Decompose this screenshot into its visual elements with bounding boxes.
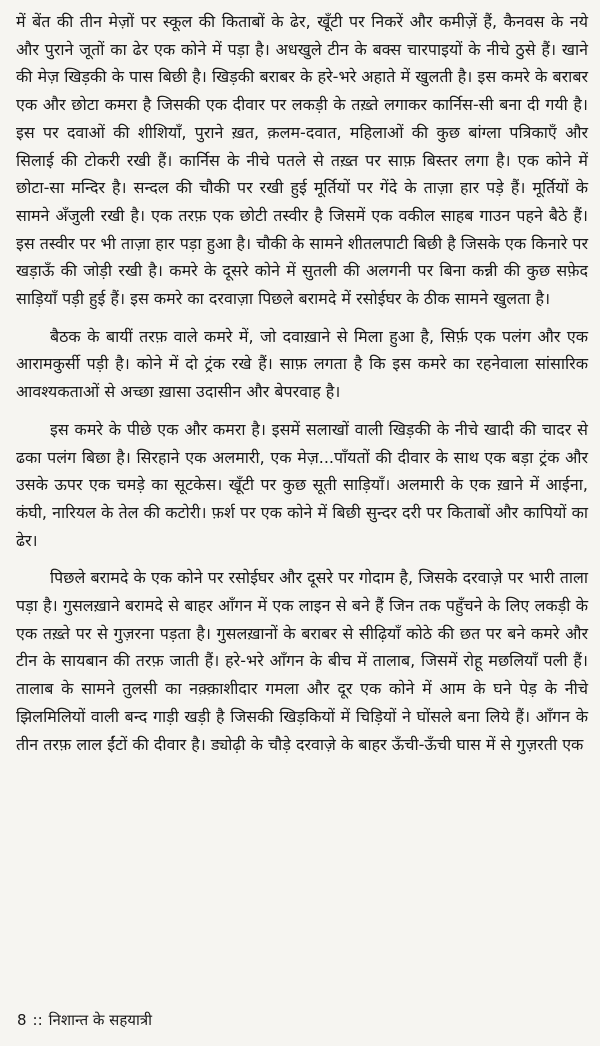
body-text (16, 8, 588, 768)
page-number: 8 (17, 1011, 27, 1029)
footer-separator: :: (32, 1011, 43, 1029)
book-title: निशान्त के सहयात्री (48, 1011, 153, 1029)
paragraph-3: इस कमरे के पीछे एक और कमरा है। इसमें सलाखों वाली खिड़की के नीचे खादी की चादर से ढका पलंग बिछा है। सिरहाने एक अलमारी, एक मेज़...पाँयतों की दीवार के साथ एक बड़ा ट्रंक और उसके ऊपर एक चमड़े का सूटकेस। खूँटी पर कुछ सूती साड़ियाँ। अलमारी के एक ख़ाने में आईना, कंघी, नारियल के तेल की कटोरी। फ़र्श पर एक कोने में बिछी सुन्दर दरी पर किताबों और कापियों का ढेर। (16, 419, 588, 550)
paragraph-2: बैठक के बायीं तरफ़ वाले कमरे में, जो दवाख़ाने से मिला हुआ है, सिर्फ़ एक पलंग और एक आरामकुर्सी पड़ी है। कोने में दो ट्रंक रखे हैं। साफ़ लगता है कि इस कमरे का रहनेवाला सांसारिक आवश्यकताओं से अच्छा ख़ासा उदासीन और बेपरवाह है। (16, 326, 588, 402)
paragraph-1: में बेंत की तीन मेज़ों पर स्कूल की किताबों के ढेर, खूँटी पर निकरें और कमीज़ें हैं, कैनवस के नये और पुराने जूतों का ढेर एक कोने में पड़ा है। अधखुले टीन के बक्स चारपाइयों के नीचे ठुसे हैं। खाने की मेज़ खिड़की के पास बिछी है। खिड़की बराबर के हरे-भरे अहाते में खुलती है। इस कमरे के बराबर एक और छोटा कमरा है जिसकी एक दीवार पर लकड़ी के तख़्ते लगाकर कार्निस-सी बना दी गयी है। इस पर दवाओं की शीशियाँ, पुराने ख़त, क़लम-दवात, महिलाओं की कुछ बांग्ला पत्रिकाएँ और सिलाई की टोकरी रखी हैं। कार्निस के नीचे पतले से तख़्त पर साफ़ बिस्तर लगा है। एक कोने में छोटा-सा मन्दिर है। सन्दल की चौकी पर रखी हुई मूर्तियों पर गेंदे के ताज़ा हार पड़े हैं। मूर्तियों के सामने अँजुली रखी है। एक तरफ़ एक छोटी तस्वीर है जिसमें एक वकील साहब गाउन पहने बैठे हैं। इस तस्वीर पर भी ताज़ा हार पड़ा हुआ है। चौकी के सामने शीतलपाटी बिछी है जिसके एक किनारे पर खड़ाऊँ की जोड़ी रखी है। कमरे के दूसरे कोने में सुतली की अलगनी पर बिना कन्नी की कुछ सफ़ेद साड़ियाँ पड़ी हुई हैं। इस कमरे का दरवाज़ा पिछले बरामदे में रसोईघर के ठीक सामने खुलता है। (16, 12, 588, 309)
page-footer (17, 1010, 152, 1030)
paragraph-4: पिछले बरामदे के एक कोने पर रसोईघर और दूसरे पर गोदाम है, जिसके दरवाज़े पर भारी ताला पड़ा है। गुसलख़ाने बरामदे से बाहर आँगन में एक लाइन से बने हैं जिन तक पहुँचने के लिए लकड़ी के एक तख़्ते पर से गुज़रना पड़ता है। गुसलख़ानों के बराबर से सीढ़ियाँ कोठे की छत पर बने कमरे और टीन के सायबान की तरफ़ जाती हैं। हरे-भरे आँगन के बीच में तालाब, जिसमें रोहू मछलियाँ पली हैं। तालाब के सामने तुलसी का नक़्क़ाशीदार गमला और दूर एक कोने में आम के घने पेड़ के नीचे झिलमिलियों वाली बन्द गाड़ी खड़ी है जिसकी खिड़कियों में चिड़ियों ने घोंसले बना लिये हैं। आँगन के तीन तरफ़ लाल ईंटों की दीवार है। ड्योढ़ी के चौड़े दरवाज़े के बाहर ऊँची-ऊँची घास में से गुज़रती एक (16, 568, 588, 754)
